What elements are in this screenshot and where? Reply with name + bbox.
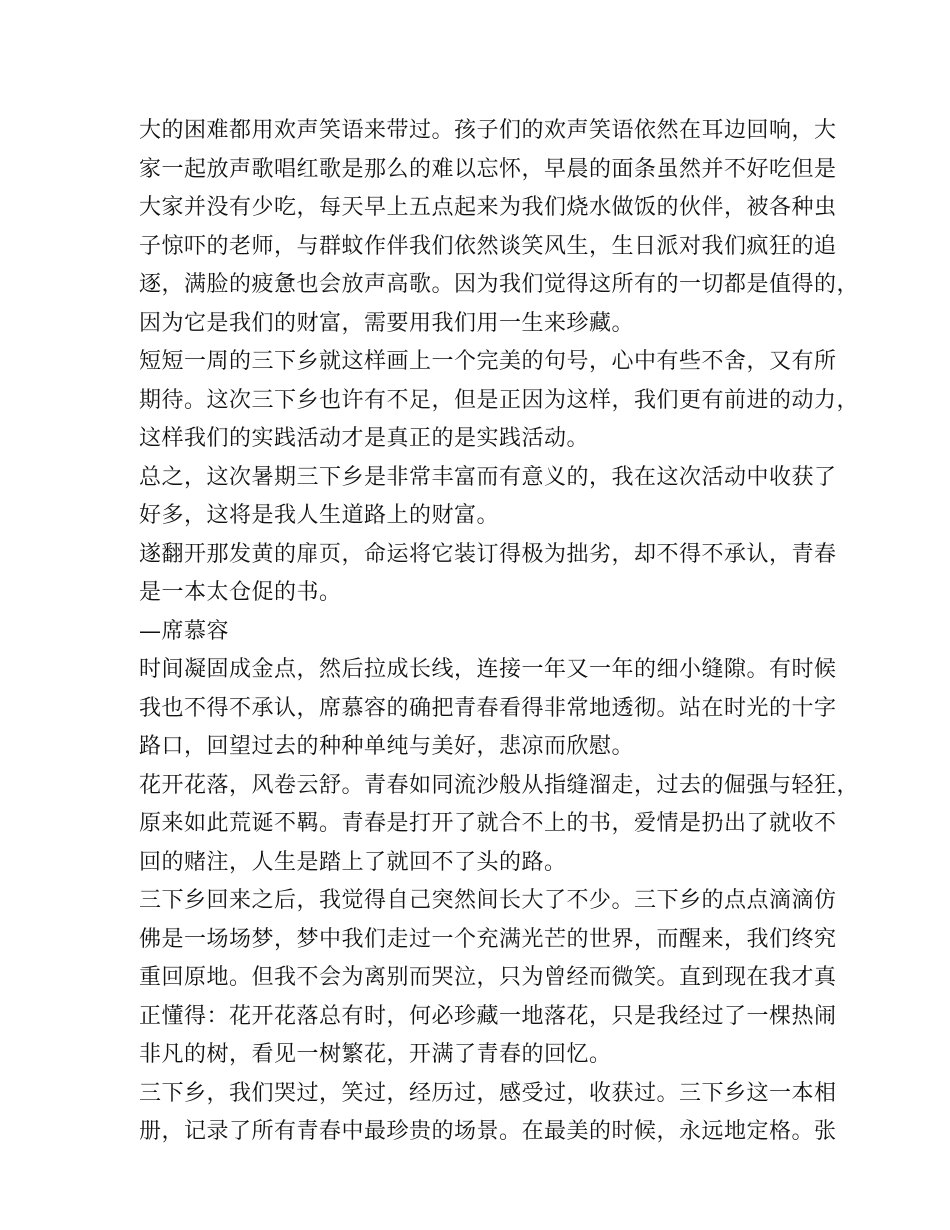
text-line: 三下乡回来之后，我觉得自己突然间长大了不少。三下乡的点点滴滴仿 [139, 888, 837, 913]
text-line: 期待。这次三下乡也许有不足，但是正因为这样，我们更有前进的动力， [139, 387, 860, 413]
text-line: 好多，这将是我人生道路上的财富。 [139, 503, 500, 528]
text-line: 家一起放声歌唱红歌是那么的难以忘怀，早晨的面条虽然并不好吃但是 [139, 156, 837, 182]
text-line: 大的困难都用欢声笑语来带过。孩子们的欢声笑语依然在耳边回响，大 [139, 118, 837, 143]
text-line: 因为它是我们的财富，需要用我们用一生来珍藏。 [139, 310, 635, 336]
text-line: 大家并没有少吃，每天早上五点起来为我们烧水做饭的伙伴，被各种虫 [139, 195, 837, 220]
text-line: 路口，回望过去的种种单纯与美好，悲凉而欣慰。 [139, 734, 635, 759]
text-line: 时间凝固成金点，然后拉成长线，连接一年又一年的细小缝隙。有时候 [139, 657, 837, 682]
text-line: 子惊吓的老师，与群蚊作伴我们依然谈笑风生，生日派对我们疯狂的追 [139, 233, 837, 259]
text-line: 是一本太仓促的书。 [139, 580, 342, 605]
text-line: 回的赌注，人生是踏上了就回不了头的路。 [139, 849, 567, 875]
text-line: 这样我们的实践活动才是真正的是实践活动。 [139, 426, 590, 451]
text-line: 正懂得：花开花落总有时，何必珍藏一地落花，只是我经过了一棵热闹 [139, 1003, 837, 1029]
document-body-text [139, 112, 860, 1152]
attribution-line: —席慕容 [139, 618, 230, 644]
text-line: 我也不得不承认，席慕容的确把青春看得非常地透彻。站在时光的十字 [139, 695, 837, 721]
text-line: 佛是一场场梦，梦中我们走过一个充满光芒的世界，而醒来，我们终究 [139, 926, 837, 952]
text-line: 三下乡，我们哭过，笑过，经历过，感受过，收获过。三下乡这一本相 [139, 1080, 837, 1106]
text-line: 逐，满脸的疲惫也会放声高歌。因为我们觉得这所有的一切都是值得的， [139, 272, 860, 297]
text-line: 原来如此荒诞不羁。青春是打开了就合不上的书，爱情是扔出了就收不 [139, 811, 837, 836]
text-line: 非凡的树，看见一树繁花，开满了青春的回忆。 [139, 1042, 612, 1067]
text-line: 册，记录了所有青春中最珍贵的场景。在最美的时候，永远地定格。张 [139, 1119, 837, 1144]
text-line: 重回原地。但我不会为离别而哭泣，只为曾经而微笑。直到现在我才真 [139, 965, 837, 990]
text-line: 短短一周的三下乡就这样画上一个完美的句号，心中有些不舍，又有所 [139, 349, 837, 374]
text-line: 总之，这次暑期三下乡是非常丰富而有意义的，我在这次活动中收获了 [139, 464, 837, 490]
text-line: 遂翻开那发黄的扉页，命运将它装订得极为拙劣，却不得不承认，青春 [139, 541, 837, 567]
text-line: 花开花落，风卷云舒。青春如同流沙般从指缝溜走，过去的倔强与轻狂， [139, 772, 860, 798]
